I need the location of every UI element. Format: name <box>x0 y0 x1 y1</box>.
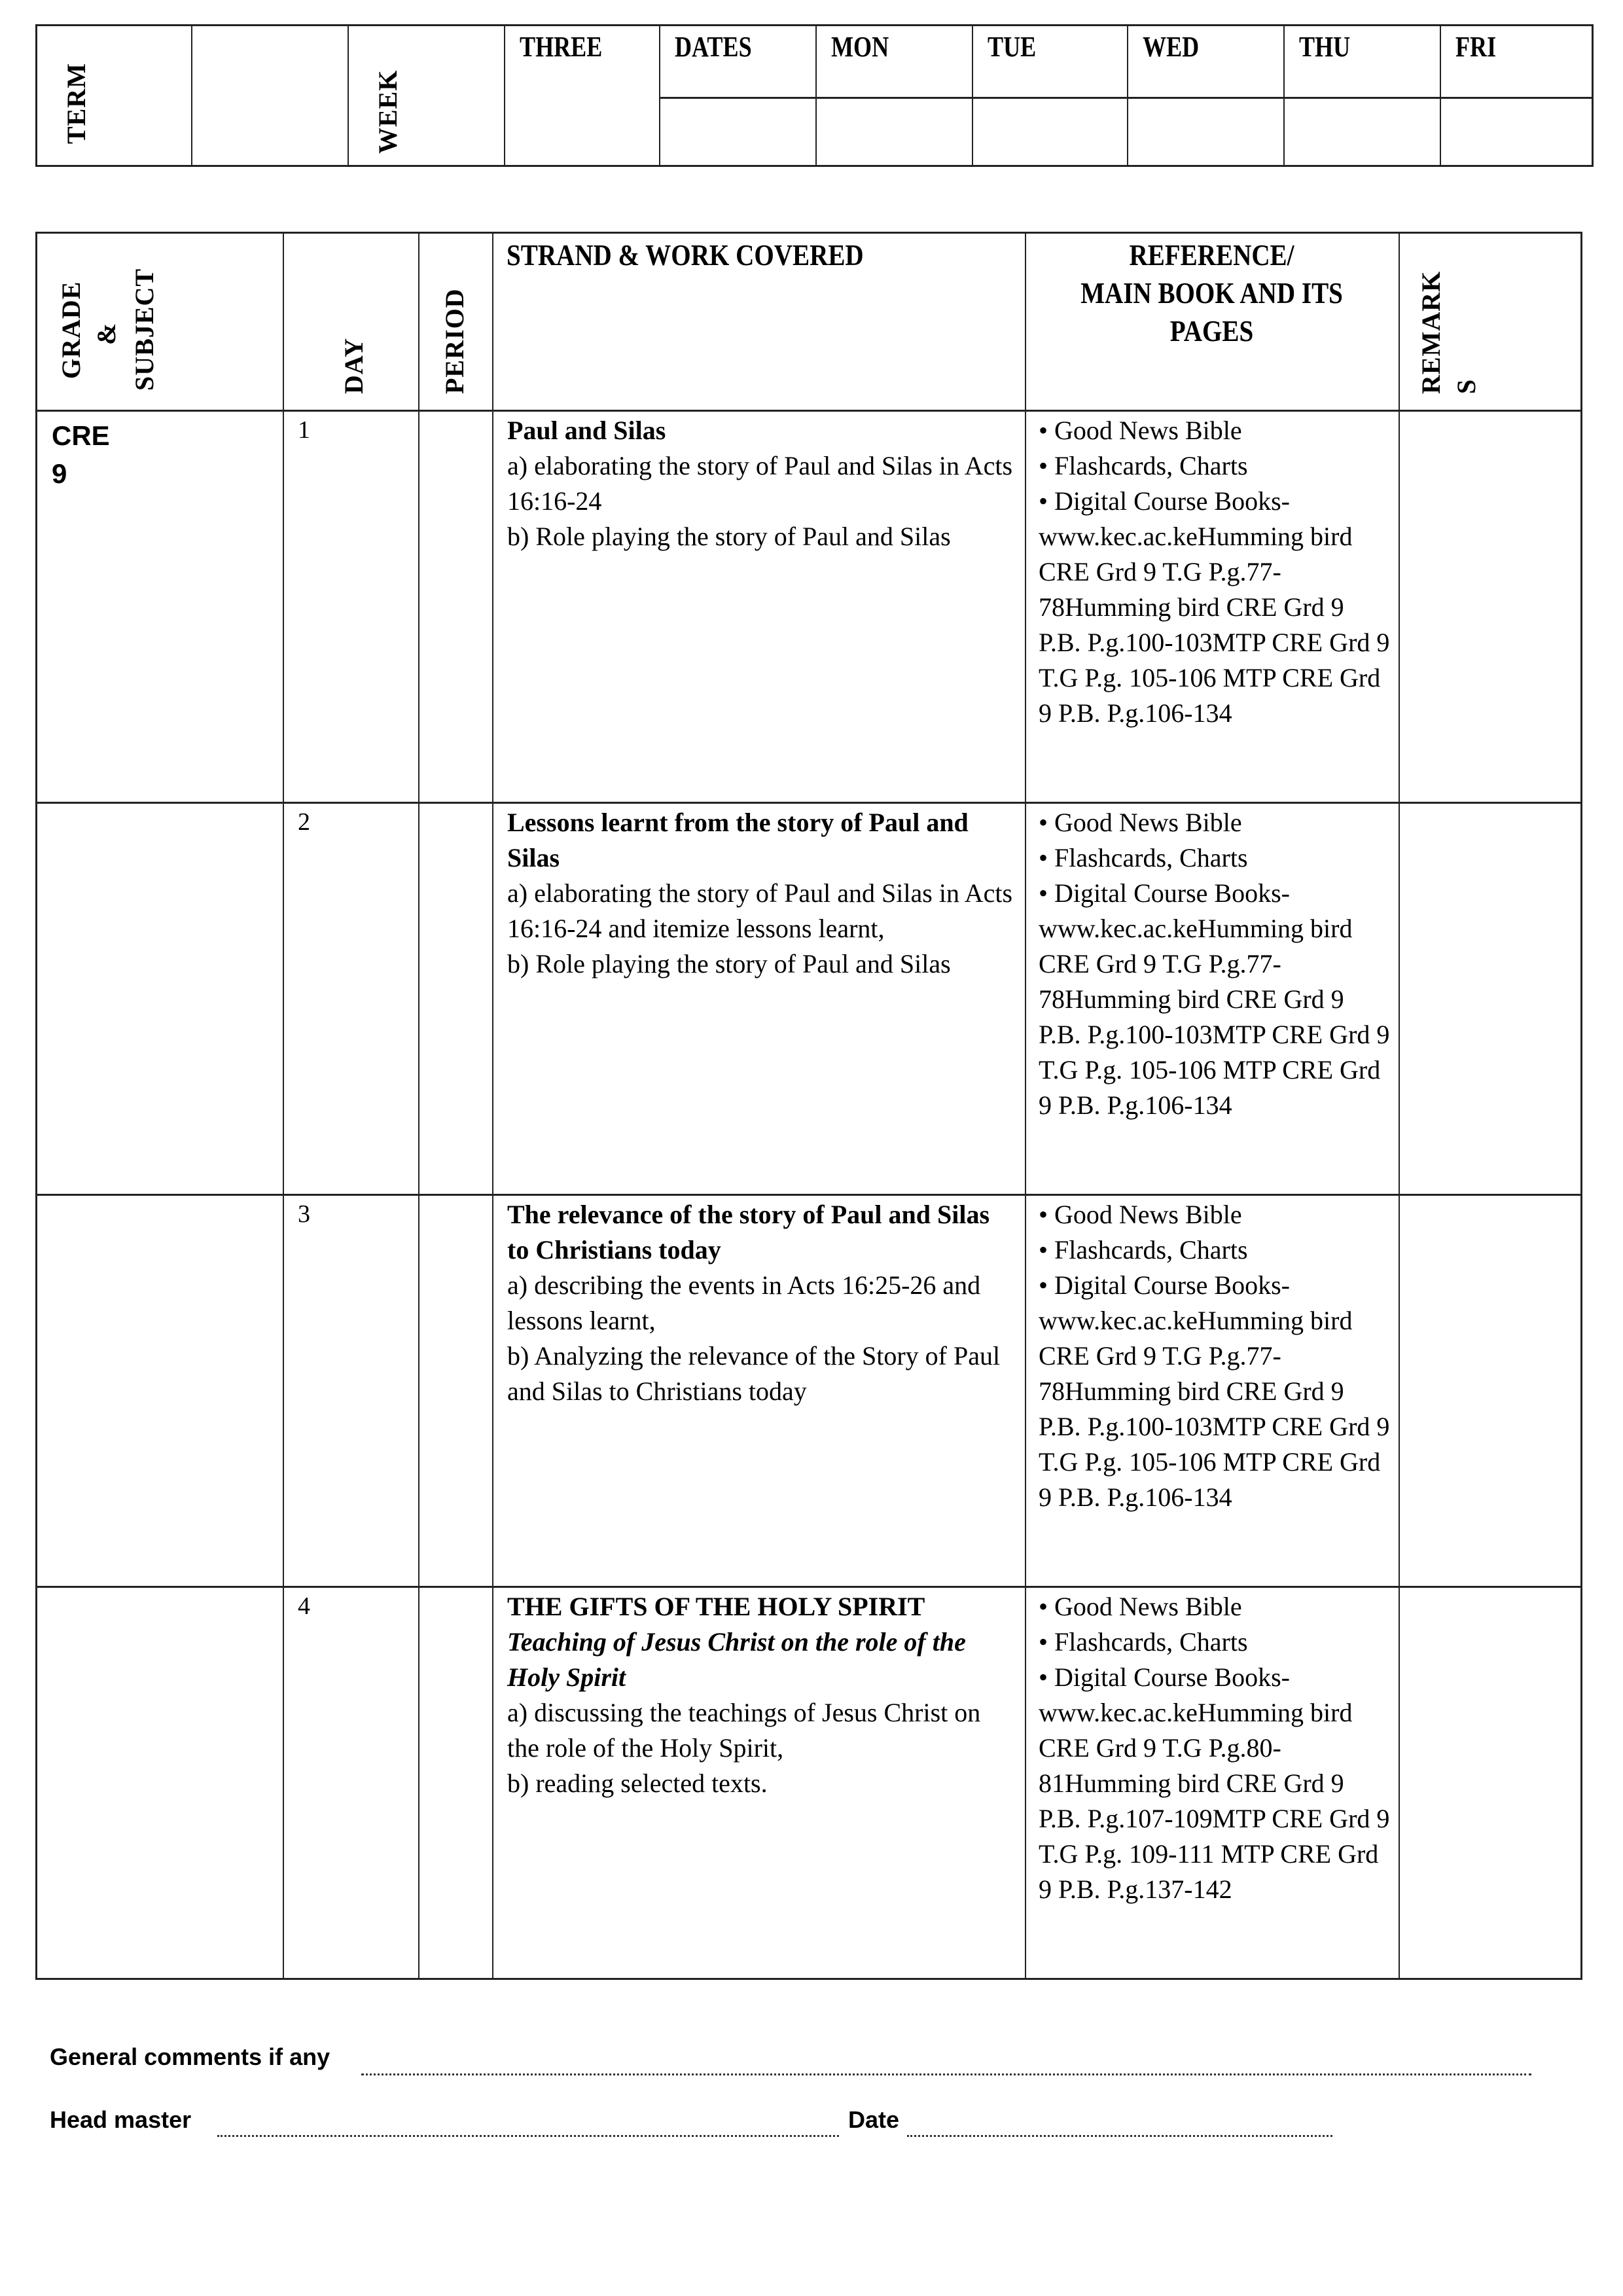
table-row <box>37 1588 1580 1978</box>
remarks-header-line-1: REMARK <box>1416 270 1446 394</box>
headmaster-label: Head master <box>50 2106 192 2133</box>
grade-header-line-2: & <box>92 322 121 345</box>
strand-cell: Paul and Silas a) elaborating the story of Paul and Silas in Acts 16:16-24 b) Role playing the story of Paul and Silas <box>507 416 1013 551</box>
day-cell-tue <box>973 26 1128 165</box>
remarks-cell[interactable] <box>1400 412 1583 802</box>
day-label-wed: WED <box>1143 31 1200 63</box>
reference-header-line-3: PAGES <box>1169 314 1254 348</box>
reference-cell: • Good News Bible • Flashcards, Charts • Digital Course Books-www.kec.ac.keHumming bird CRE Grd 9 T.G P.g.77-78Humming bird CRE Grd 9 P.B. P.g.100-103MTP CRE Grd 9 T.G P.g. 105-106 MTP CRE Grd 9 P.B. P.g.106-134 <box>1039 416 1390 728</box>
remarks-cell[interactable] <box>1400 1588 1583 1978</box>
reference-header-line-1: REFERENCE/ <box>1129 238 1294 272</box>
reference-cell: • Good News Bible • Flashcards, Charts • Digital Course Books-www.kec.ac.keHumming bird CRE Grd 9 T.G P.g.77-78Humming bird CRE Grd 9 P.B. P.g.100-103MTP CRE Grd 9 T.G P.g. 105-106 MTP CRE Grd 9 P.B. P.g.106-134 <box>1039 1200 1390 1512</box>
day-cell-mon <box>817 26 973 165</box>
general-comments-label: General comments if any <box>50 2043 330 2070</box>
day-cell-wed <box>1128 26 1285 165</box>
period-cell[interactable] <box>419 1588 491 1978</box>
day-cell-fri <box>1441 26 1592 165</box>
headmaster-signature-field[interactable] <box>217 2135 839 2137</box>
grade-header-line-3: SUBJECT <box>130 268 159 391</box>
grade-subject-value: CRE 9 <box>52 420 110 489</box>
day-header: DAY <box>339 338 368 394</box>
day-number: 2 <box>298 808 310 836</box>
column-header-period <box>418 234 492 410</box>
table-row <box>37 804 1580 1194</box>
period-header: PERIOD <box>440 288 469 394</box>
remarks-cell[interactable] <box>1400 804 1583 1194</box>
strand-cell: The relevance of the story of Paul and Silas to Christians today a) describing the events in Acts 16:25-26 and lessons learnt, b) Analyzing the relevance of the Story of Paul and Silas to Christians today <box>507 1200 1001 1406</box>
strand-header: STRAND & WORK COVERED <box>507 238 864 272</box>
strand-cell: Lessons learnt from the story of Paul and Silas a) elaborating the story of Paul and Silas in Acts 16:16-24 and itemize lessons learnt, b) Role playing the story of Paul and Silas <box>507 808 1013 978</box>
dates-cell <box>660 26 817 165</box>
table-row <box>37 1196 1580 1586</box>
remarks-cell[interactable] <box>1400 1196 1583 1586</box>
strand-cell: THE GIFTS OF THE HOLY SPIRIT Teaching of Jesus Christ on the role of the Holy Spirit a) discussing the teachings of Jesus Christ on the role of the Holy Spirit, b) reading selected texts. <box>507 1592 981 1798</box>
day-number: 3 <box>298 1200 310 1228</box>
day-label-fri: FRI <box>1455 31 1497 63</box>
grade-header-line-1: GRADE <box>56 281 86 379</box>
column-header-grade-subject <box>37 234 283 410</box>
period-cell[interactable] <box>419 412 491 802</box>
column-header-reference <box>1025 234 1399 410</box>
week-label: WEEK <box>373 69 402 154</box>
column-header-day <box>283 234 418 410</box>
date-field[interactable] <box>907 2135 1332 2137</box>
day-number: 4 <box>298 1592 310 1620</box>
remarks-header-line-2: S <box>1452 378 1481 394</box>
term-value-cell[interactable] <box>192 26 349 165</box>
column-header-remarks <box>1399 234 1584 410</box>
general-comments-field[interactable] <box>361 2073 1531 2075</box>
day-cell-thu <box>1285 26 1441 165</box>
day-number: 1 <box>298 416 310 444</box>
reference-header-line-2: MAIN BOOK AND ITS <box>1080 276 1343 310</box>
day-label-tue: TUE <box>988 31 1037 63</box>
term-label-cell <box>37 26 192 165</box>
reference-cell: • Good News Bible • Flashcards, Charts • Digital Course Books-www.kec.ac.keHumming bird CRE Grd 9 T.G P.g.80-81Humming bird CRE Grd 9 P.B. P.g.107-109MTP CRE Grd 9 T.G P.g. 109-111 MTP CRE Grd 9 P.B. P.g.137-142 <box>1039 1592 1390 1904</box>
term-label: TERM <box>62 63 91 144</box>
day-label-thu: THU <box>1299 31 1351 63</box>
column-header-strand <box>492 234 1025 410</box>
week-value-cell <box>505 26 660 165</box>
date-label: Date <box>848 2106 900 2133</box>
reference-cell: • Good News Bible • Flashcards, Charts • Digital Course Books-www.kec.ac.keHumming bird CRE Grd 9 T.G P.g.77-78Humming bird CRE Grd 9 P.B. P.g.100-103MTP CRE Grd 9 T.G P.g. 105-106 MTP CRE Grd 9 P.B. P.g.106-134 <box>1039 808 1390 1120</box>
week-value: THREE <box>520 31 603 63</box>
table-row <box>37 412 1580 802</box>
day-label-mon: MON <box>831 31 889 63</box>
lesson-plan-table <box>35 232 1582 1980</box>
period-cell[interactable] <box>419 804 491 1194</box>
week-label-cell <box>349 26 505 165</box>
period-cell[interactable] <box>419 1196 491 1586</box>
week-header-table <box>35 24 1594 167</box>
dates-label: DATES <box>675 31 752 63</box>
